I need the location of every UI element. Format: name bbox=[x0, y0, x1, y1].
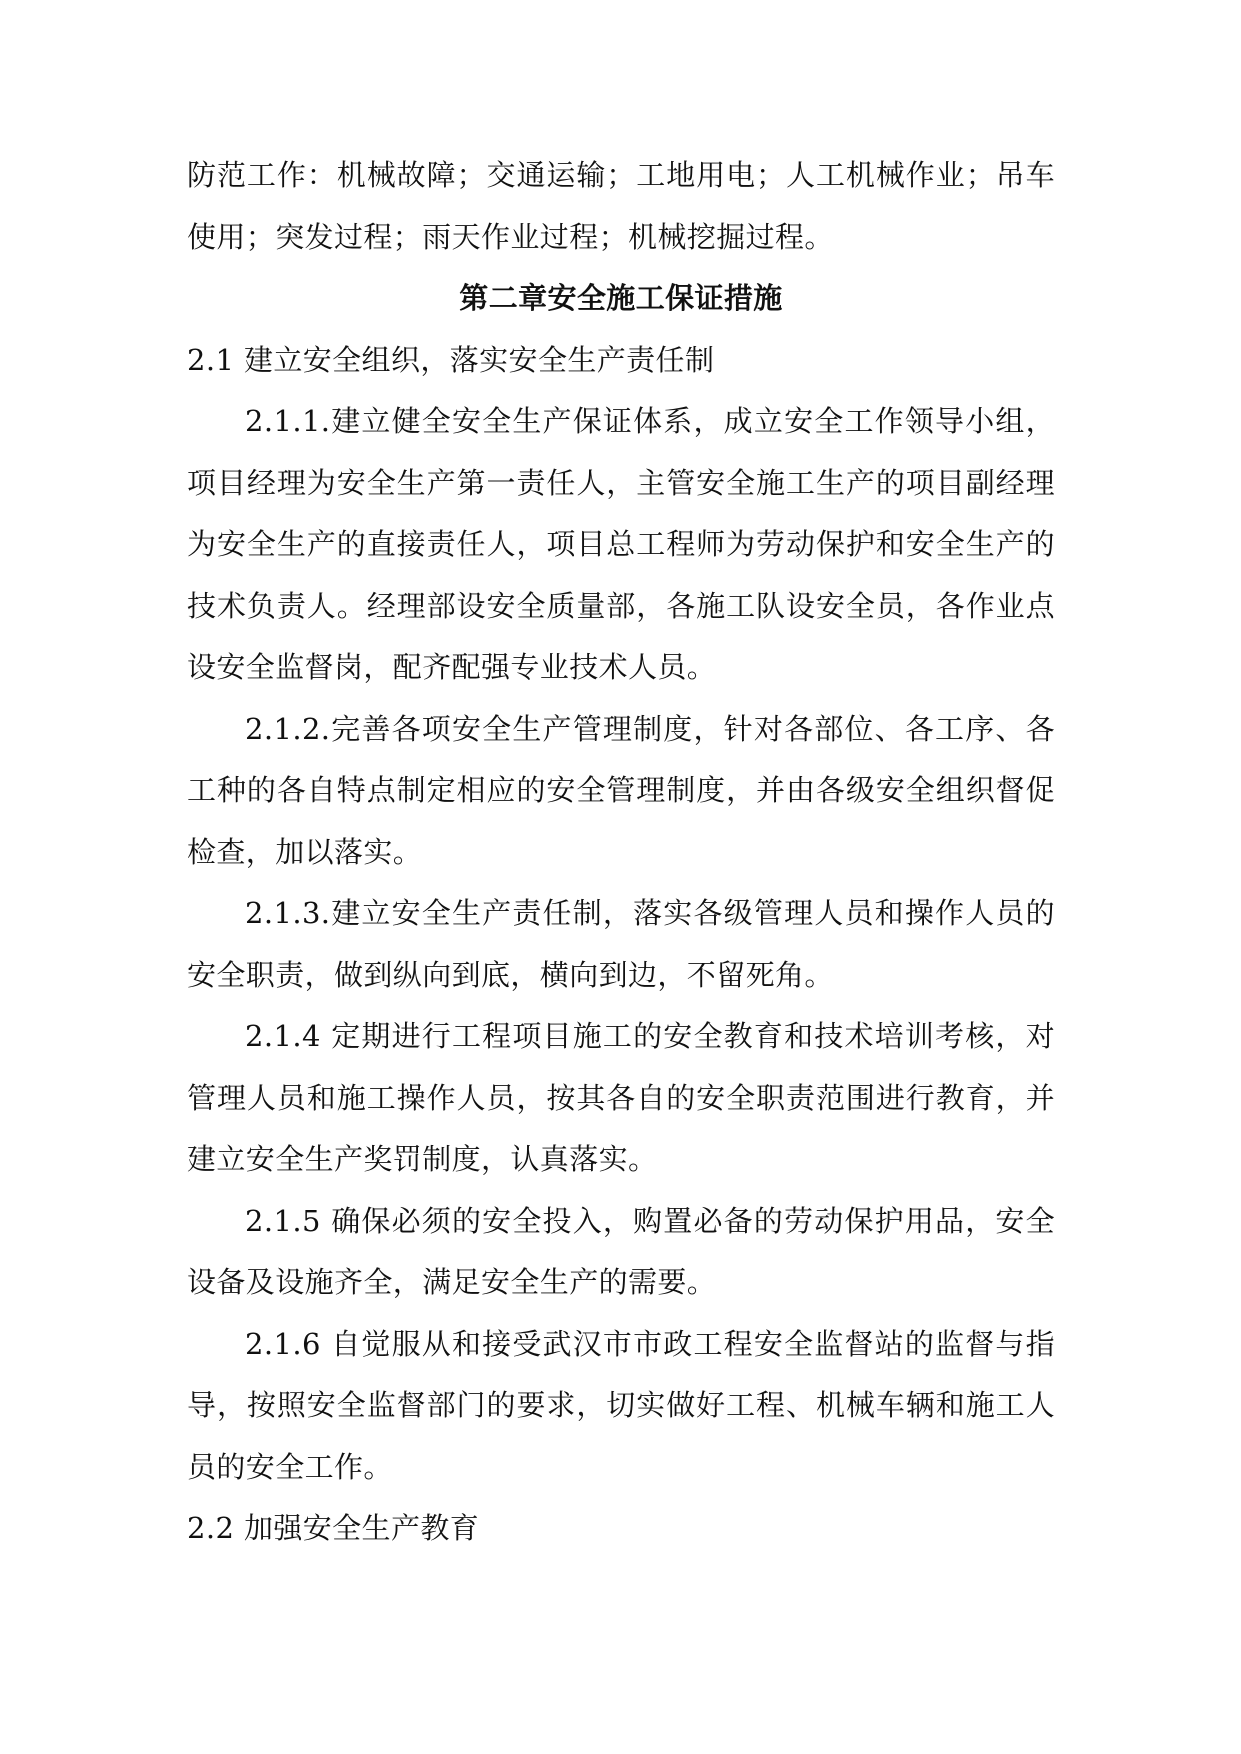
section-title-2-1: 2.1 建立安全组织，落实安全生产责任制 bbox=[187, 342, 715, 377]
paragraph-2-1-6: 2.1.6 自觉服从和接受武汉市市政工程安全监督站的监督与指导，按照安全监督部门的要求，切实做好工程、机械车辆和施工人员的安全工作。 bbox=[187, 1326, 1055, 1484]
section-title-2-2: 2.2 加强安全生产教育 bbox=[187, 1511, 480, 1545]
document-body bbox=[187, 145, 1055, 1560]
paragraph-2-1-3: 2.1.3.建立安全生产责任制，落实各级管理人员和操作人员的安全职责，做到纵向到底，横向到边，不留死角。 bbox=[187, 896, 1055, 992]
chapter-title: 第二章安全施工保证措施 bbox=[459, 281, 783, 315]
paragraph-2-1-2: 2.1.2.完善各项安全生产管理制度，针对各部位、各工序、各工种的各自特点制定相应的安全管理制度，并由各级安全组织督促检查，加以落实。 bbox=[187, 711, 1055, 869]
paragraph-2-1-4: 2.1.4 定期进行工程项目施工的安全教育和技术培训考核，对管理人员和施工操作人员，按其各自的安全职责范围进行教育，并建立安全生产奖罚制度，认真落实。 bbox=[187, 1019, 1055, 1176]
paragraph-2-1-1: 2.1.1.建立健全安全生产保证体系，成立安全工作领导小组，项目经理为安全生产第一责任人，主管安全施工生产的项目副经理为安全生产的直接责任人，项目总工程师为劳动保护和安全生产的技术负责人。经理部设安全质量部，各施工队设安全员，各作业点设安全监督岗，配齐配强专业技术人员。 bbox=[187, 404, 1055, 684]
paragraph-2-1-5: 2.1.5 确保必须的安全投入，购置必备的劳动保护用品，安全设备及设施齐全，满足安全生产的需要。 bbox=[187, 1203, 1055, 1299]
intro-paragraph: 防范工作：机械故障；交通运输；工地用电；人工机械作业；吊车使用；突发过程；雨天作业过程；机械挖掘过程。 bbox=[187, 158, 1055, 254]
